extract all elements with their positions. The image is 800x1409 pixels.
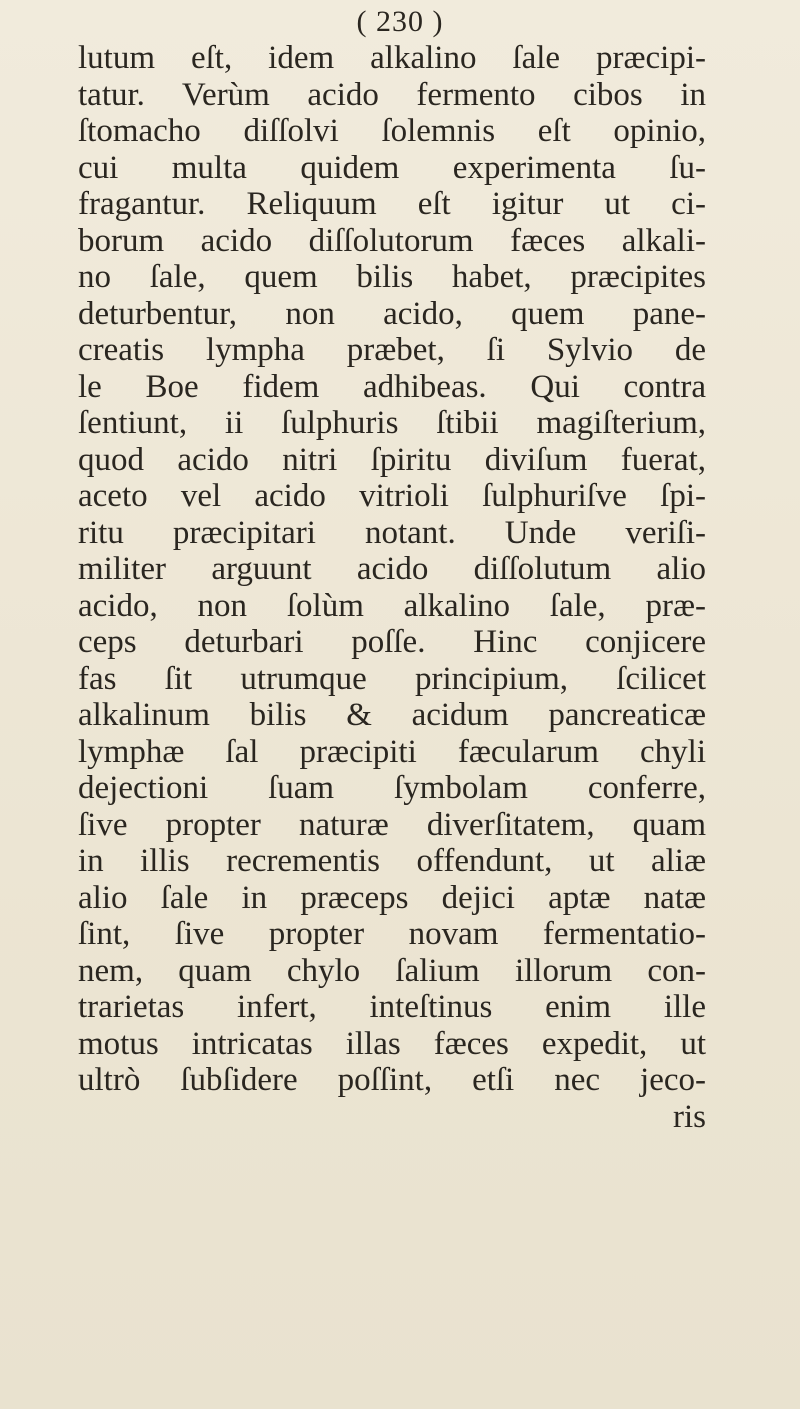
body-text [78, 40, 706, 1135]
text-line: ſive propter naturæ diverſitatem, quam [78, 806, 706, 843]
text-line: quod acido nitri ſpiritu diviſum fuerat, [78, 441, 706, 478]
text-line: alkalinum bilis & acidum pancreaticæ [78, 697, 706, 733]
text-line: trarietas infert, inteſtinus enim ille [78, 989, 706, 1025]
text-line: fas ſit utrumque principium, ſcilicet [78, 660, 706, 697]
text-line: dejectioni ſuam ſymbolam conferre, [78, 770, 706, 806]
text-line: tatur. Verùm acido fermento cibos in [78, 76, 706, 113]
text-line: no ſale, quem bilis habet, præcipites [78, 259, 706, 295]
text-line: borum acido diſſolutorum fæces alkali- [78, 222, 706, 259]
text-line: lutum eſt, idem alkalino ſale præcipi- [78, 40, 706, 76]
text-line: le Boe fidem adhibeas. Qui contra [78, 368, 706, 405]
text-line: aceto vel acido vitrioli ſulphuriſve ſpi- [78, 478, 706, 514]
catchword: ris [673, 1098, 706, 1135]
text-line: motus intricatas illas fæces expedit, ut [78, 1025, 706, 1062]
text-line: ſtomacho diſſolvi ſolemnis eſt opinio, [78, 113, 706, 149]
text-line: lymphæ ſal præcipiti fæcularum chyli [78, 733, 706, 770]
text-line: ceps deturbari poſſe. Hinc conjicere [78, 624, 706, 660]
text-line: ultrò ſubſidere poſſint, etſi nec jeco- [78, 1062, 706, 1098]
text-line: in illis recrementis offendunt, ut aliæ [78, 843, 706, 879]
text-line: fragantur. Reliquum eſt igitur ut ci- [78, 186, 706, 222]
text-line: acido, non ſolùm alkalino ſale, præ- [78, 587, 706, 624]
page-number: ( 230 ) [356, 5, 444, 38]
text-line: ritu præcipitari notant. Unde veriſi- [78, 514, 706, 551]
text-line: deturbentur, non acido, quem pane- [78, 295, 706, 332]
text-line: militer arguunt acido diſſolutum alio [78, 551, 706, 587]
text-line: cui multa quidem experimenta ſu- [78, 149, 706, 186]
text-line: creatis lympha præbet, ſi Sylvio de [78, 332, 706, 368]
text-line: ſentiunt, ii ſulphuris ſtibii magiſterium, [78, 405, 706, 441]
text-line: alio ſale in præceps dejici aptæ natæ [78, 879, 706, 916]
text-line: nem, quam chylo ſalium illorum con- [78, 952, 706, 989]
text-line: ſint, ſive propter novam fermentatio- [78, 916, 706, 952]
